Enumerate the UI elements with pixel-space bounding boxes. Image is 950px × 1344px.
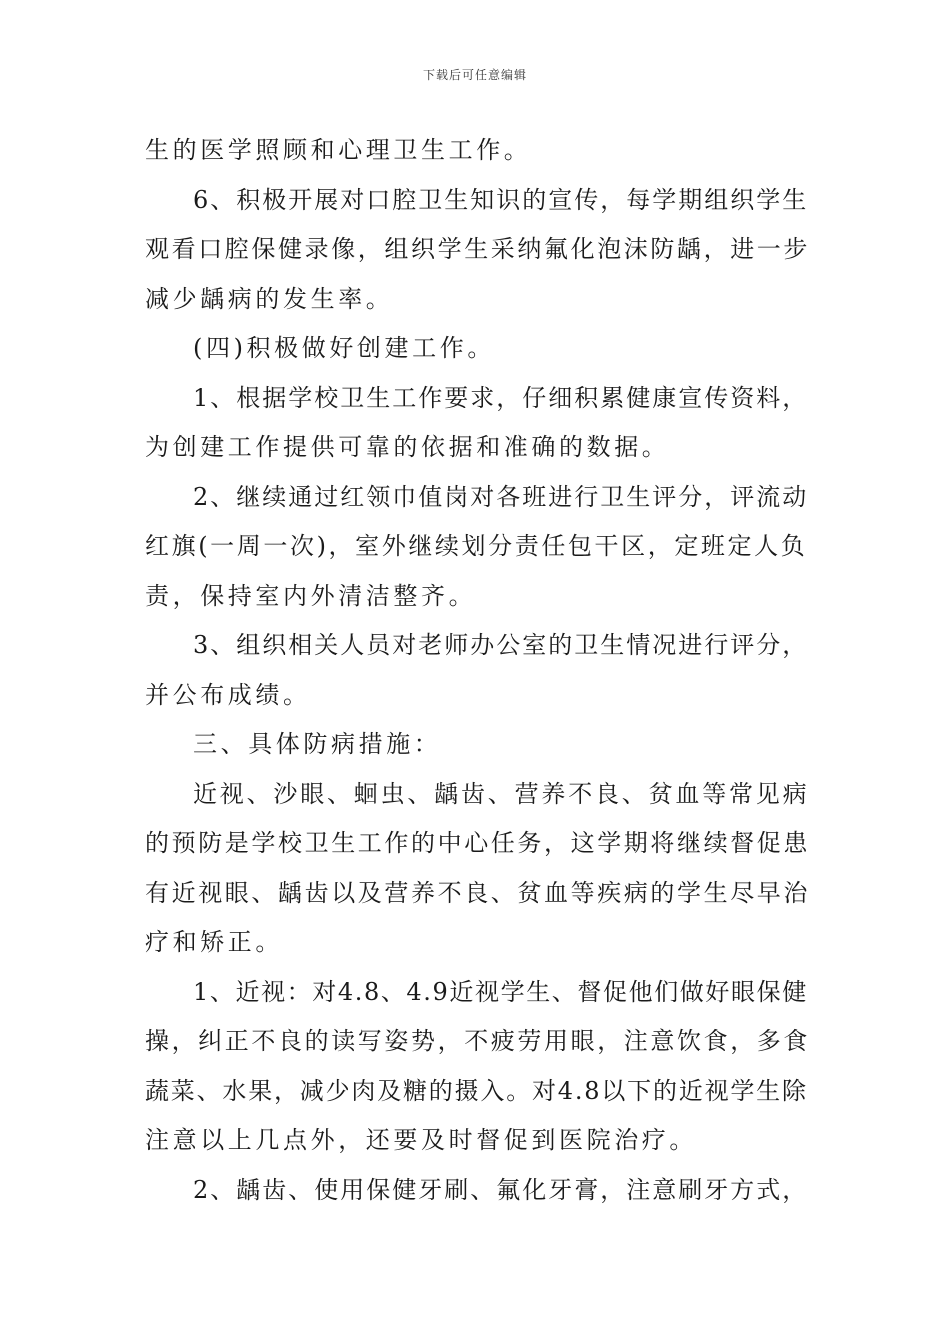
text-line: 责，保持室内外清洁整齐。 (145, 581, 477, 610)
text-line: 2、继续通过红领巾值岗对各班进行卫生评分，评流动 (193, 482, 809, 511)
text-line: 注意以上几点外，还要及时督促到医院治疗。 (145, 1126, 697, 1154)
text-line: 有近视眼、龋齿以及营养不良、贫血等疾病的学生尽早治 (145, 878, 810, 907)
document-body (145, 126, 810, 1215)
text-line: 操，纠正不良的读写姿势，不疲劳用眼，注意饮食，多食 (145, 1027, 810, 1055)
text-line: 减少龋病的发生率。 (145, 284, 394, 313)
text-line: 观看口腔保健录像，组织学生采纳氟化泡沫防龋，进一步 (145, 235, 810, 263)
page-header: 下载后可任意编辑 (422, 68, 527, 82)
text-line: 的预防是学校卫生工作的中心任务，这学期将继续督促患 (145, 829, 810, 857)
text-line: 并公布成绩。 (145, 680, 311, 709)
text-line: 6、积极开展对口腔卫生知识的宣传，每学期组织学生 (193, 185, 809, 214)
text-line: 疗和矫正。 (145, 928, 283, 956)
text-line: 1、根据学校卫生工作要求，仔细积累健康宣传资料， (193, 383, 809, 412)
text-line: 为创建工作提供可靠的依据和准确的数据。 (145, 433, 670, 461)
text-line: 红旗(一周一次)，室外继续划分责任包干区，定班定人负 (145, 532, 808, 560)
text-line: 3、组织相关人员对老师办公室的卫生情况进行评分， (193, 631, 809, 659)
text-line: 1、近视：对4.8、4.9近视学生、督促他们做好眼保健 (193, 977, 808, 1006)
text-line: 2、龋齿、使用保健牙刷、氟化牙膏，注意刷牙方式， (193, 1175, 809, 1204)
section-heading: 三、具体防病措施： (193, 730, 442, 758)
text-line: 生的医学照顾和心理卫生工作。 (145, 136, 532, 164)
text-line: 蔬菜、水果，减少肉及糖的摄入。对4.8以下的近视学生除 (145, 1076, 808, 1105)
text-line: 近视、沙眼、蛔虫、龋齿、营养不良、贫血等常见病 (193, 779, 810, 808)
section-heading: (四)积极做好创建工作。 (193, 334, 495, 362)
